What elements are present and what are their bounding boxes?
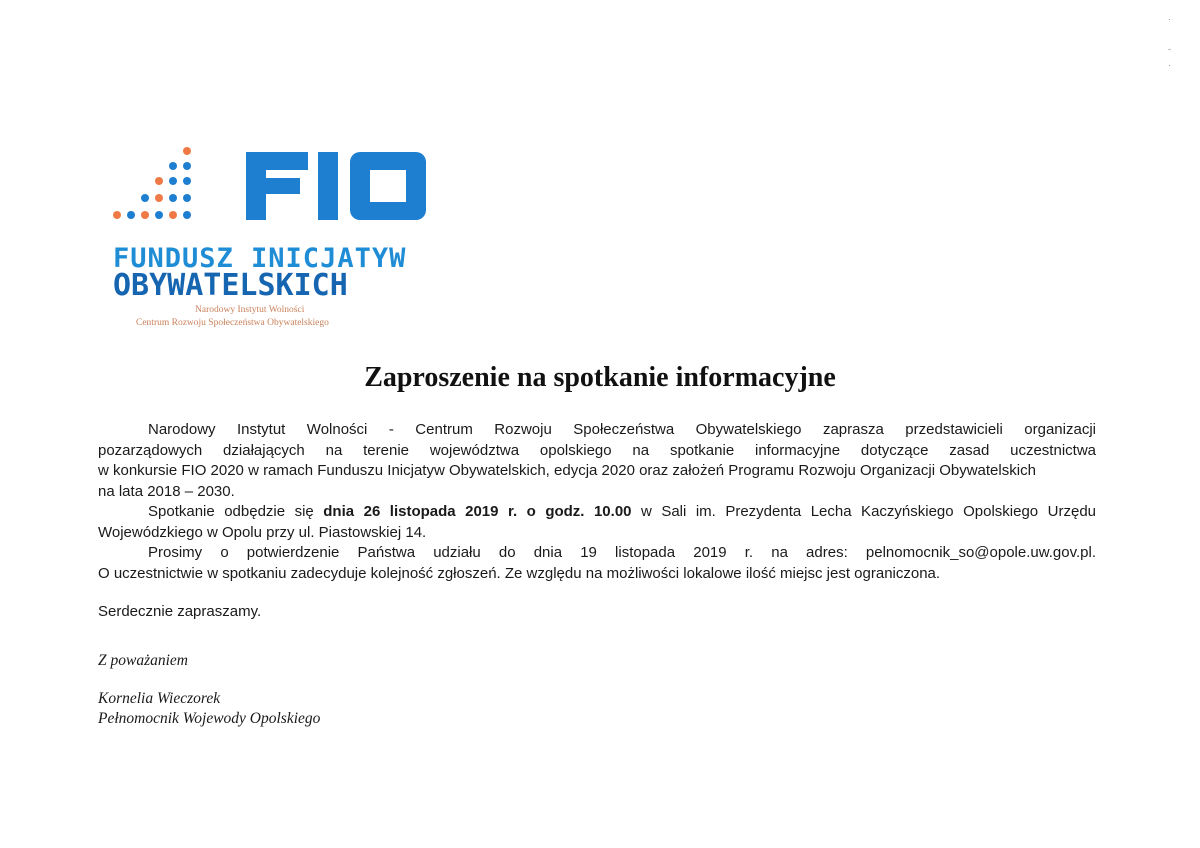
meeting-intro: Spotkanie odbędzie się <box>148 503 324 520</box>
paragraph-1-line-3: w konkursie FIO 2020 w ramach Funduszu Inicjatyw Obywatelskich, edycja 2020 oraz założeń Programu Rozwoju Organizacji Obywatelskich <box>98 462 1036 479</box>
scan-mark: · <box>1168 14 1171 24</box>
logo-subtitle-institute: Narodowy Instytut Wolności <box>195 305 305 315</box>
logo-line1: FUNDUSZ INICJATYW <box>113 243 407 274</box>
document-title: Zaproszenie na spotkanie informacyjne <box>364 362 836 393</box>
paragraph-1-line-4: na lata 2018 – 2030. <box>98 482 235 500</box>
letter-body <box>98 420 1096 623</box>
meeting-venue: w Sali im. Prezydenta Lecha Kaczyńskiego Opolskiego Urzędu <box>631 503 1096 520</box>
paragraph-3-line-2: O uczestnictwie w spotkaniu zadecyduje kolejność zgłoszeń. Ze względu na możliwości lokalowe ilość miejsc jest ograniczona. <box>98 564 941 582</box>
fio-logo <box>110 140 440 340</box>
scan-mark: - <box>1168 44 1171 54</box>
logo-subtitle-centre: Centrum Rozwoju Społeczeństwa Obywatelskiego <box>136 318 329 328</box>
paragraph-1-line-1: Narodowy Instytut Wolności - Centrum Rozwoju Społeczeństwa Obywatelskiego zaprasza przedstawicieli organizacji <box>148 421 1096 438</box>
meeting-date-time: dnia 26 listopada 2019 r. o godz. 10.00 <box>323 503 632 520</box>
paragraph-2-line-2: Wojewódzkiego w Opolu przy ul. Piastowskiej 14. <box>98 523 427 541</box>
fio-logo-graphic <box>110 140 440 240</box>
scan-mark: · <box>1168 60 1171 70</box>
signature-name: Kornelia Wieczorek <box>98 690 221 707</box>
paragraph-2-line-1 <box>98 502 1096 523</box>
closing-line: Serdecznie zapraszamy. <box>98 603 262 620</box>
paragraph-3-line-1: Prosimy o potwierdzenie Państwa udziału do dnia 19 listopada 2019 r. na adres: pelnomocnik_so@opole.uw.gov.pl. <box>148 544 1096 561</box>
signature-role: Pełnomocnik Wojewody Opolskiego <box>98 710 321 727</box>
paragraph-1-line-2: pozarządowych działających na terenie województwa opolskiego na spotkanie informacyjne dotyczące zasad uczestnictwa <box>98 441 1096 459</box>
regards: Z poważaniem <box>98 652 188 669</box>
dots-icon <box>113 147 191 219</box>
logo-line2: OBYWATELSKICH <box>113 268 348 303</box>
fio-letters <box>246 152 426 220</box>
